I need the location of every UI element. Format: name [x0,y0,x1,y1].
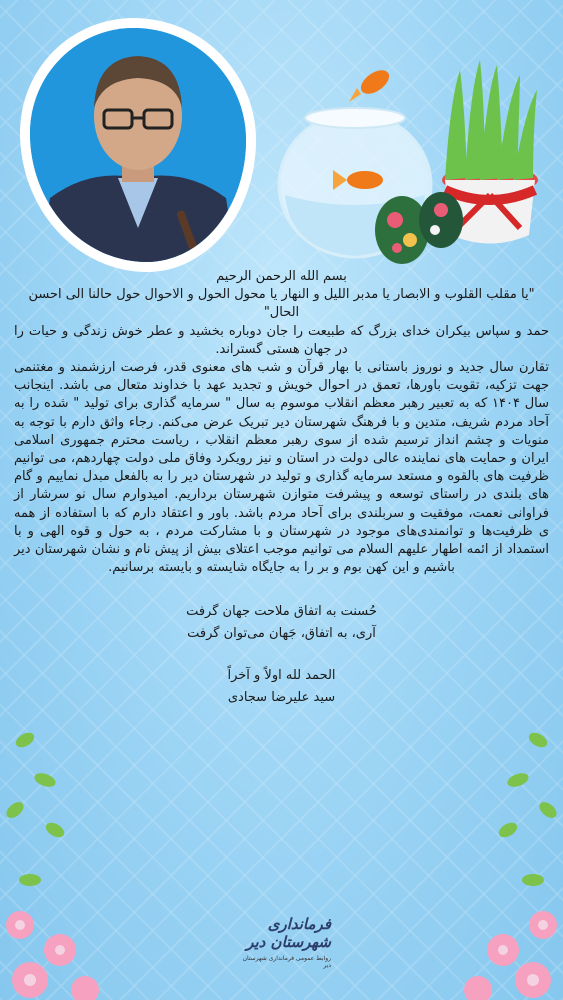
closing-line: الحمد لله اولاً و آخراً [227,668,336,684]
flowers-left-icon [0,700,110,1000]
paragraph-2: تقارن سال جدید و نوروز باستانی با بهار قرآن و شب های معنوی قدر، فرصت ارزشمند و مغتنمی جهت تزکیه، تقویت باورها، تعمق در احوال خویش و تجدید عهد با خداوند متعال می باشد. اینجانب سال ۱۴۰۴ که به تعبیر رهبر معظم انقلاب موسوم به سال " سرمایه گذاری برای تولید " شده را به آحاد مردم شریف، متدین و با فرهنگ شهرستان دیر تبریک عرض می‌کنم. رجاء واثق دارم با توجه به منویات و چشم انداز ترسیم شده از سوی رهبر معظم انقلاب ، ریاست محترم جمهوری اسلامی ایران و حمایت های نماینده عالی دولت در استان و نیز رویکرد وفاق ملی دولت چهاردهم، می توانیم ظرفیت های بالقوه و مستعد سرمایه گذاری و تولید در شهرستان دیر را به بالفعل مبدل نماییم و گام های بلندی در راستای توسعه و پیشرفت متوازن شهرستان برداریم. امیدوارم سال نو سرشار از فراوانی نعمت، موفقیت و سربلندی برای آحاد مردم باشد. باور و اعتقاد دارم که با استفاده از همه ی ظرفیت‌ها و توانمندی‌های موجود در شهرستان و با مشارکت مردم ، به حول و قوه الهی و با استمداد از ائمه اطهار علیهم السلام می توانیم موجب اعتلای بیش از پیش نام و نشان شهرستان دیر باشیم و این کهن بوم و بر را به جایگاه شایسته و بایسته برسانیم. [14,360,549,576]
basmala: بسم الله الرحمن الرحیم [216,269,347,284]
logo-mark: فرمانداری شهرستان دیر [246,915,331,951]
message-body [14,268,549,709]
logo [241,915,331,975]
poem-line-1: حُسنت به اتفاق ملاحت جهان گرفت [186,604,377,620]
signature: سید علیرضا سجادی [227,690,336,706]
paragraph-1: حمد و سپاس بیکران خدای بزرگ که طبیعت را جان دوباره بخشید و عطر خوش زندگی و حیات را در جهان هستی گستراند. [14,323,549,357]
nowruz-decor-icon [275,30,545,270]
prayer-text: "یا مقلب القلوب و الابصار یا مدبر اللیل و النهار یا محول الحول و الاحوال حول حالنا الی احسن الحال" [28,287,535,321]
flowers-right-icon [453,700,563,1000]
logo-subtitle: روابط عمومی فرمانداری شهرستان دیر [242,955,331,969]
poem-line-2: آری، به اتفاق، جَهان می‌توان گرفت [187,626,376,642]
